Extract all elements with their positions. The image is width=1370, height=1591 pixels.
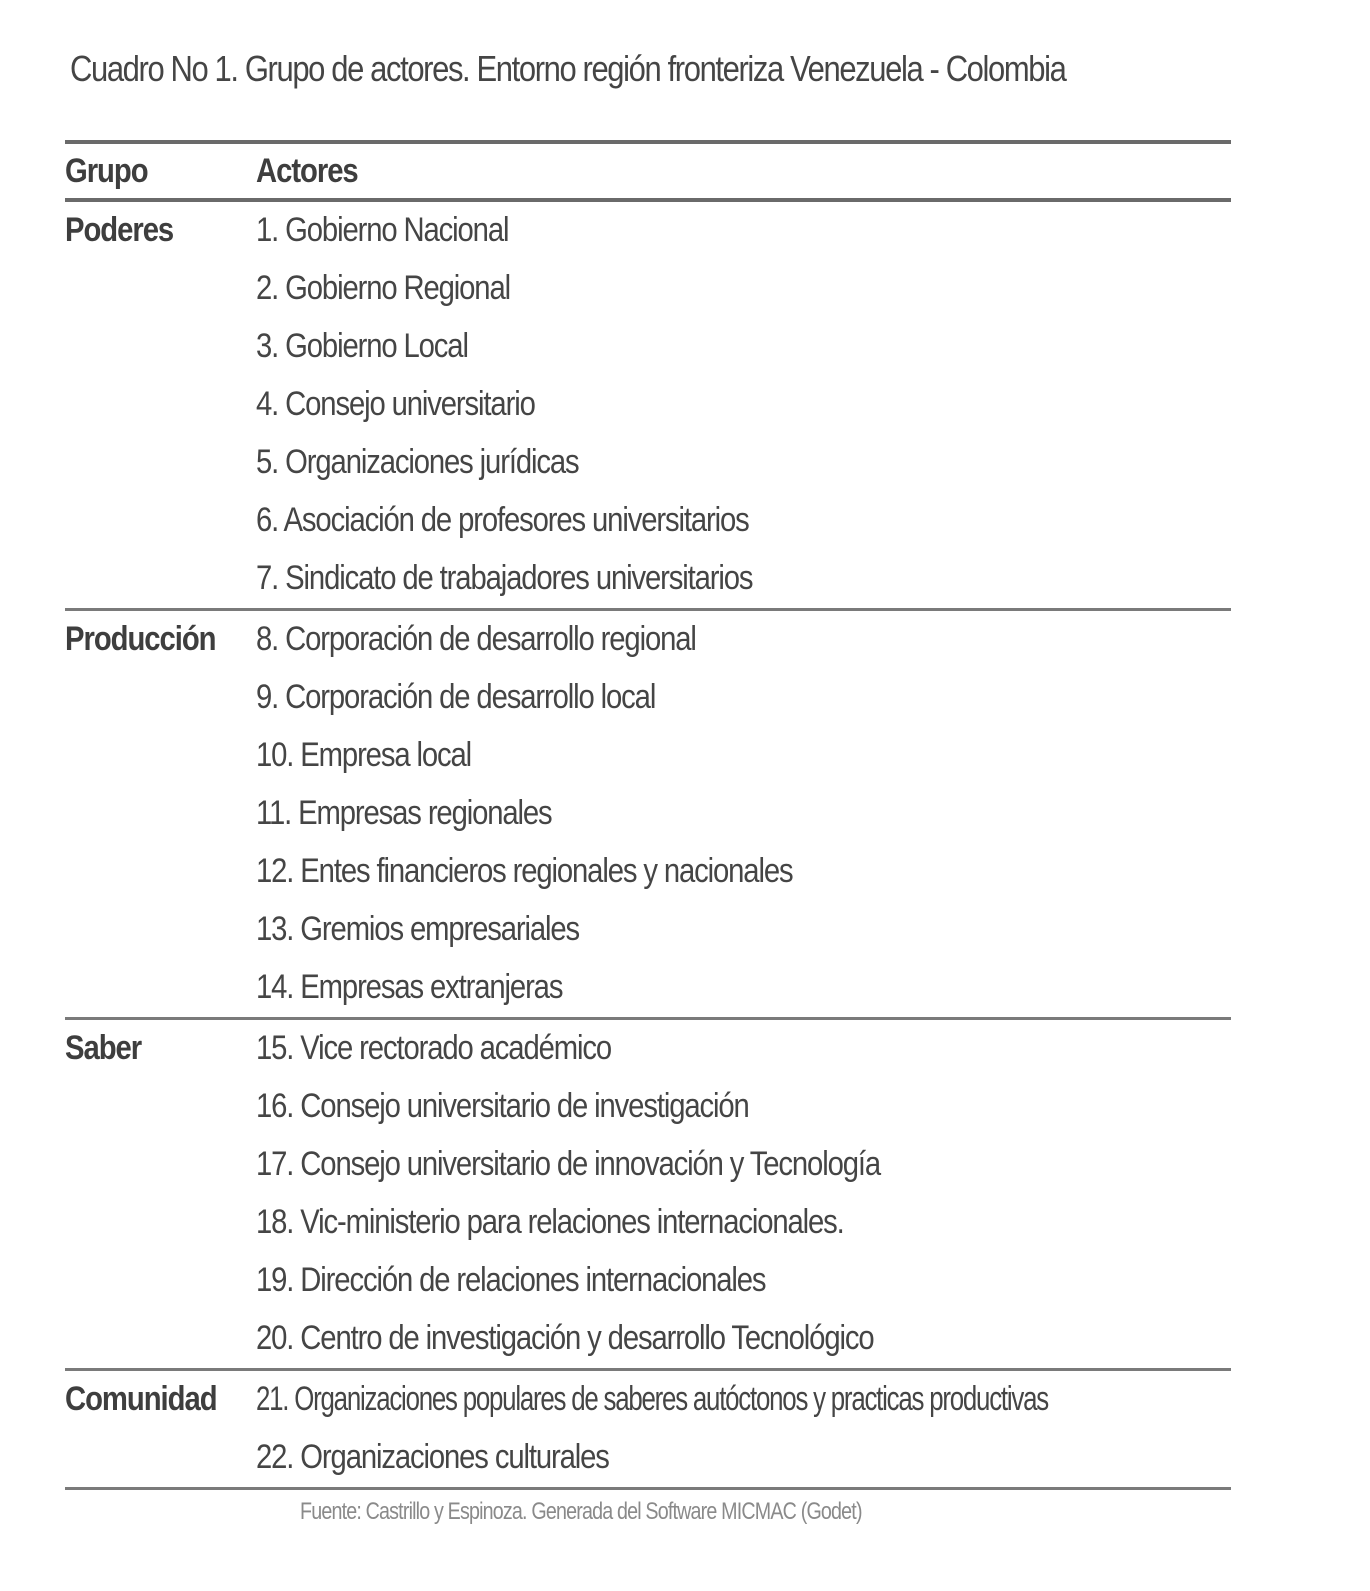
table-row [65,611,1231,669]
table-caption: Cuadro No 1. Grupo de actores. Entorno región fronteriza Venezuela - Colombia [70,48,1066,89]
group-block-2 [65,1020,1231,1368]
table-row [65,434,1231,492]
group-block-1 [65,611,1231,1017]
group-name: Poderes [65,211,174,249]
table-row [65,901,1231,959]
table-row [65,1429,1231,1487]
actor-name: 1. Gobierno Nacional [256,211,509,249]
header-group: Grupo [65,152,148,190]
group-divider [65,1487,1231,1490]
group-block-3 [65,1371,1231,1487]
actor-name: 17. Consejo universitario de innovación y Tecnología [256,1145,881,1183]
actor-name: 16. Consejo universitario de investigación [256,1087,749,1125]
actor-name: 10. Empresa local [256,736,472,774]
actors-table [65,140,1231,1490]
table-row [65,727,1231,785]
table-row [65,202,1231,260]
table-row [65,1371,1231,1429]
table-row [65,785,1231,843]
table-row [65,1020,1231,1078]
group-name: Saber [65,1029,142,1067]
actor-name: 12. Entes financieros regionales y nacionales [256,852,793,890]
table-row [65,669,1231,727]
table-row [65,1310,1231,1368]
table-row [65,318,1231,376]
table-row [65,376,1231,434]
groups-container [65,202,1231,1490]
actor-name: 13. Gremios empresariales [256,910,580,948]
actor-name: 4. Consejo universitario [256,385,535,423]
actor-name: 3. Gobierno Local [256,327,468,365]
actor-name: 19. Dirección de relaciones internacionales [256,1261,766,1299]
actor-name: 20. Centro de investigación y desarrollo Tecnológico [256,1319,874,1357]
actor-name: 2. Gobierno Regional [256,269,510,307]
group-name: Comunidad [65,1380,217,1418]
actor-name: 8. Corporación de desarrollo regional [256,620,696,658]
actor-name: 15. Vice rectorado académico [256,1029,612,1067]
table-row [65,959,1231,1017]
actor-name: 11. Empresas regionales [256,794,552,832]
table-row [65,1136,1231,1194]
table-row [65,492,1231,550]
header-actors: Actores [256,152,358,190]
group-name: Producción [65,620,216,658]
table-row [65,1252,1231,1310]
table-row [65,1194,1231,1252]
table-header-row [65,144,1231,198]
actor-name: 22. Organizaciones culturales [256,1438,609,1476]
actor-name: 14. Empresas extranjeras [256,968,563,1006]
actor-name: 6. Asociación de profesores universitarios [256,501,749,539]
table-row [65,1078,1231,1136]
table-source-note: Fuente: Castrillo y Espinoza. Generada del Software MICMAC (Godet) [300,1498,862,1525]
table-row [65,550,1231,608]
group-block-0 [65,202,1231,608]
actor-name: 21. Organizaciones populares de saberes autóctonos y practicas productivas [256,1380,1048,1418]
actor-name: 7. Sindicato de trabajadores universitarios [256,559,753,597]
actor-name: 9. Corporación de desarrollo local [256,678,656,716]
table-row [65,260,1231,318]
table-row [65,843,1231,901]
actor-name: 5. Organizaciones jurídicas [256,443,579,481]
actor-name: 18. Vic-ministerio para relaciones internacionales. [256,1203,844,1241]
